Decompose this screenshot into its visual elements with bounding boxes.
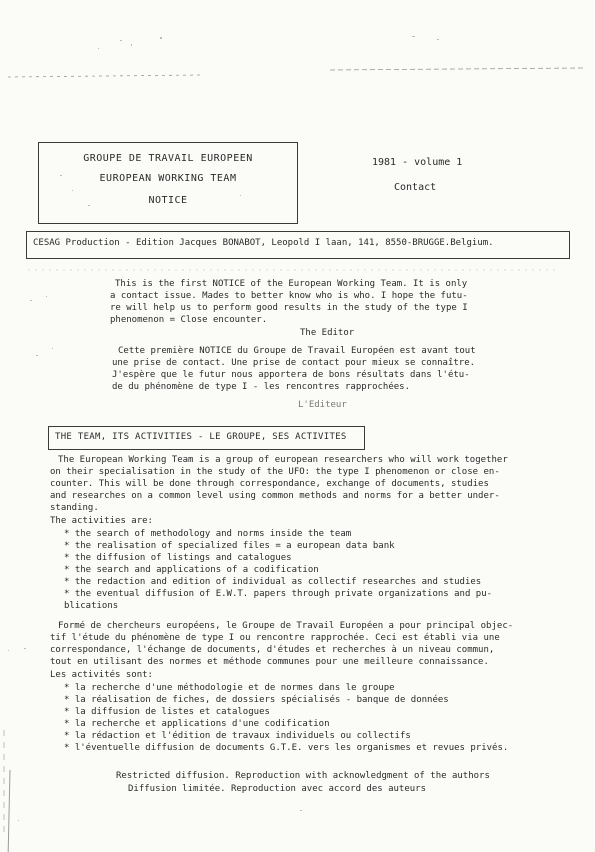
activity-fr-item: * la diffusion de listes et catalogues [64, 707, 270, 717]
intro-fr-line: une prise de contact. Une prise de contact pour mieux se connaître. [112, 358, 476, 368]
section-heading-box [48, 426, 365, 450]
activities-en-intro: The activities are: [50, 516, 153, 526]
section-heading: THE TEAM, ITS ACTIVITIES - LE GROUPE, SES ACTIVITES [55, 432, 347, 442]
activities-fr-intro: Les activités sont: [50, 670, 153, 680]
intro-en-line: re will help us to perform good results in the study of the type I [110, 303, 468, 313]
team-en-line: on their specialisation in the study of the UFO: the type I phenomenon or close en- [50, 467, 500, 477]
team-en-line: The European Working Team is a group of european researchers who will work together [58, 455, 508, 465]
activity-en-item: * the search and applications of a codification [64, 565, 319, 575]
activity-fr-item: * la recherche et applications d'une codification [64, 719, 330, 729]
title-box [38, 142, 298, 224]
signature-en: The Editor [300, 328, 355, 338]
footer-en-text: Restricted diffusion. Reproduction with acknowledgment of the authors [116, 771, 490, 781]
team-fr-line: Formé de chercheurs européens, le Groupe de Travail Européen a pour principal objec- [58, 621, 514, 631]
intro-fr-line: Cette première NOTICE du Groupe de Travail Européen est avant tout [118, 346, 476, 356]
activity-fr-item: * l'éventuelle diffusion de documents G.T.E. vers les organismes et revues privés. [64, 743, 509, 753]
production-credit: CESAG Production - Edition Jacques BONABOT, Leopold I laan, 141, 8550-BRUGGE.Belgium. [33, 238, 494, 248]
intro-en-line: phenomenon = Close encounter. [110, 315, 268, 325]
team-en-line: and researches on a common level using common methods and norms for a better under- [50, 491, 500, 501]
issue-volume: 1981 - volume 1 [372, 157, 463, 168]
signature-fr: L'Editeur [298, 400, 347, 410]
footer-fr-text: Diffusion limitée. Reproduction avec accord des auteurs [128, 784, 427, 794]
title-line-fr: GROUPE DE TRAVAIL EUROPEEN [83, 153, 253, 164]
activity-en-item: * the diffusion of listings and catalogues [64, 553, 292, 563]
team-fr-line: tif l'étude du phénomène de type I ou rencontre rapprochée. Ceci est établi via une [50, 633, 500, 643]
activity-fr-item: * la recherche d'une méthodologie et de normes dans le groupe [64, 683, 395, 693]
team-en-line: counter. This will be done through correspondance, exchange of documents, studies [50, 479, 489, 489]
title-line-en: EUROPEAN WORKING TEAM [99, 173, 237, 184]
team-fr-line: correspondance, l'échange de documents, d'études et recherches à un niveau commun, [50, 645, 495, 655]
activity-en-item: * the redaction and edition of individual as collectif researches and studies [64, 577, 482, 587]
intro-en-line: This is the first NOTICE of the European Working Team. It is only [115, 279, 468, 289]
team-en-line: standing. [50, 503, 99, 513]
activity-fr-item: * la réalisation de fiches, de dossiers spécialisés - banque de données [64, 695, 449, 705]
activity-en-item: * the eventual diffusion of E.W.T. papers through private organizations and pu- [64, 589, 493, 599]
activity-fr-item: * la rédaction et l'édition de travaux individuels ou collectifs [64, 731, 411, 741]
team-fr-line: tout en utilisant des normes et méthode communes pour une meilleure connaissance. [50, 657, 489, 667]
activity-en-item: * the realisation of specialized files = a european data bank [64, 541, 395, 551]
intro-fr-line: de du phénomène de type I - les rencontres rapprochées. [112, 382, 411, 392]
issue-subtitle: Contact [394, 182, 437, 193]
intro-fr-line: J'espère que le futur nous apportera de bons résultats dans l'étu- [112, 370, 470, 380]
intro-en-line: a contact issue. Mades to better know who is who. I hope the futu- [110, 291, 468, 301]
activity-en-item: blications [64, 601, 119, 611]
production-box [26, 231, 570, 259]
title-line-notice: NOTICE [148, 195, 188, 206]
activity-en-item: * the search of methodology and norms inside the team [64, 529, 352, 539]
